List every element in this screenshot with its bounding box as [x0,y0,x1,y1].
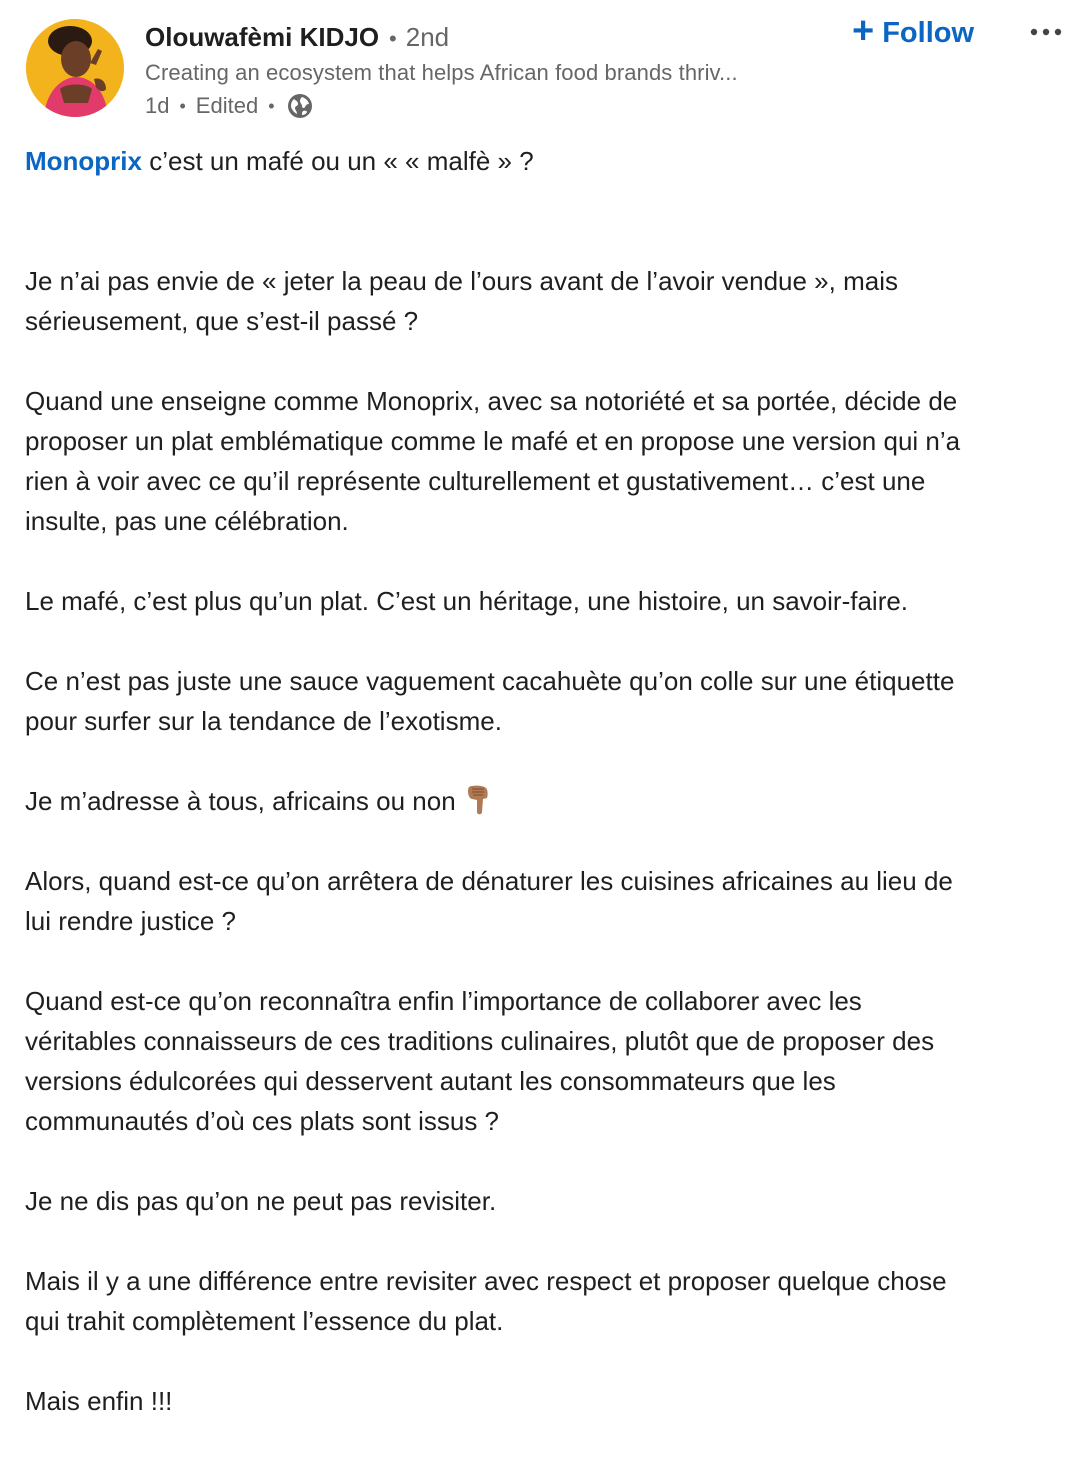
first-line-text: c’est un mafé ou un « « malfè » ? [142,146,534,176]
follow-label: Follow [882,16,975,49]
author-headline: Creating an ecosystem that helps African food brands thriv... [145,60,738,85]
pointing-down-hand-icon [463,784,493,816]
connection-degree: 2nd [405,22,450,52]
separator-dot: • [268,95,275,116]
address-text: Je m’adresse à tous, africains ou non [25,786,463,816]
avatar[interactable] [26,19,124,117]
follow-button[interactable] [852,12,974,54]
avatar-image [26,19,124,117]
globe-icon [287,93,313,119]
paragraph: Mais il y a une différence entre revisiter avec respect et proposer quelque chose qui trahit complètement l’essence du plat. [25,1266,947,1336]
post-first-line [25,141,1075,181]
separator-dot: • [179,95,186,116]
separator-dot: • [389,26,397,51]
paragraph [25,781,1075,821]
paragraph: Quand une enseigne comme Monoprix, avec sa notoriété et sa portée, décide de proposer un plat emblématique comme le mafé et en propose une version qui n’a rien à voir avec ce qu’il représente culturellement et gustativement… c’est une insulte, pas une célébration. [25,386,961,536]
author-line [145,22,449,58]
edited-label: Edited [195,93,259,118]
paragraph: Le mafé, c’est plus qu’un plat. C’est un héritage, une histoire, un savoir-faire. [25,586,909,616]
paragraph: Mais enfin !!! [25,1386,173,1416]
author-name[interactable]: Olouwafèmi KIDJO [145,22,380,52]
paragraph: Je n’ai pas envie de « jeter la peau de l’ours avant de l’avoir vendue », mais sérieusement, que s’est-il passé ? [25,266,898,336]
plus-icon: + [852,10,875,52]
post-time: 1d [145,93,170,118]
paragraph: Quand est-ce qu’on reconnaîtra enfin l’importance de collaborer avec les véritables connaisseurs de ces traditions culinaires, plutôt que de proposer des versions édulcorées qui desservent autant les consommateurs que les communautés d’où ces plats sont issus ? [25,986,935,1136]
more-options-button[interactable] [1028,20,1064,44]
paragraph: Je ne dis pas qu’on ne peut pas revisiter. [25,1186,497,1216]
post-body [25,141,1075,1461]
paragraph: Alors, quand est-ce qu’on arrêtera de dénaturer les cuisines africaines au lieu de lui rendre justice ? [25,866,953,936]
company-mention-link[interactable]: Monoprix [25,146,142,176]
paragraph: Ce n’est pas juste une sauce vaguement cacahuète qu’on colle sur une étiquette pour surfer sur la tendance de l’exotisme. [25,666,955,736]
post-meta [145,91,313,121]
more-icon [1028,20,1064,44]
